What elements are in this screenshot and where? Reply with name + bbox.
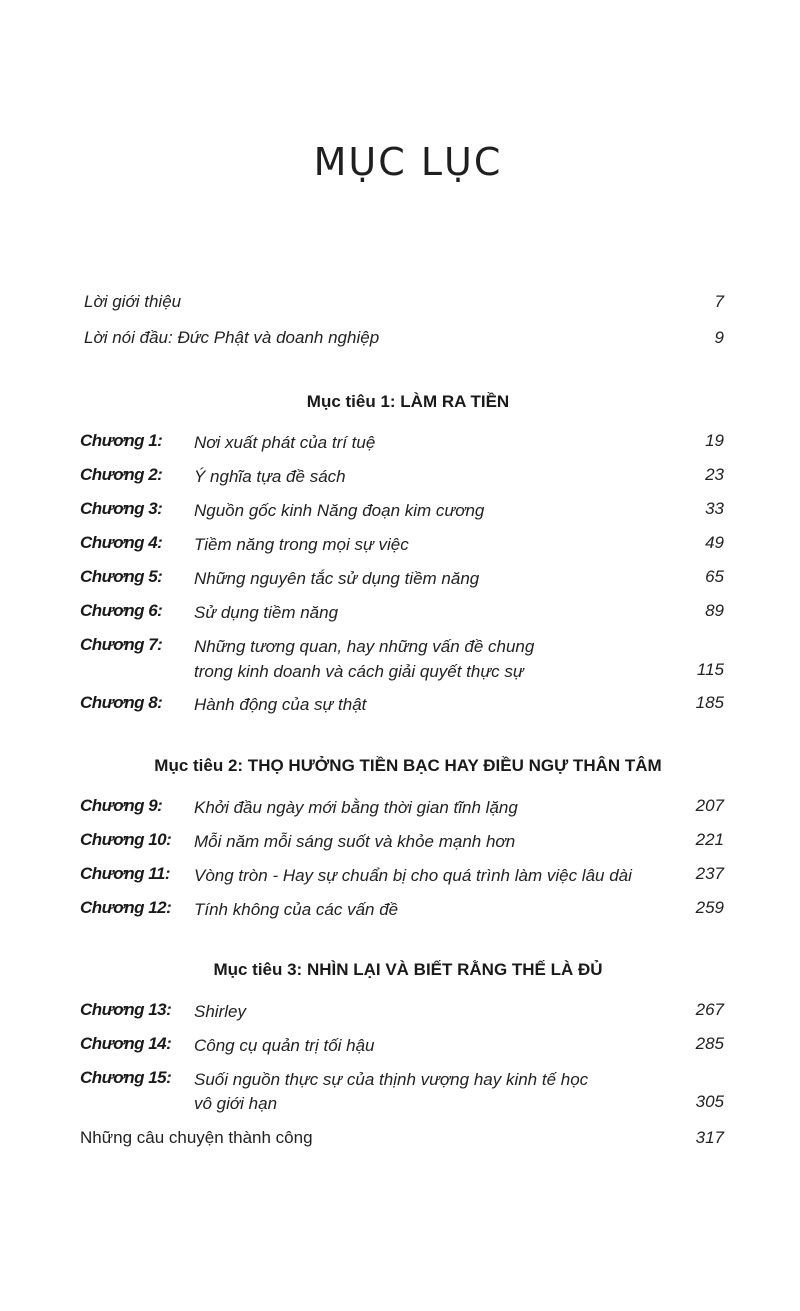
chapter-page: 19: [705, 431, 724, 450]
chapter-label: Chương 4:: [80, 533, 163, 552]
chapter-label: Chương 8:: [80, 693, 163, 712]
chapter-title: Vòng tròn - Hay sự chuẩn bị cho quá trình làm việc lâu dài: [194, 866, 632, 885]
chapter-title: Tiềm năng trong mọi sự việc: [194, 535, 409, 554]
chapter-title: Ý nghĩa tựa đề sách: [194, 467, 346, 486]
chapter-label: Chương 9:: [80, 796, 163, 815]
chapter-title: Hành động của sự thật: [194, 695, 367, 714]
chapter-page: 65: [705, 567, 724, 586]
chapter-title: Khởi đầu ngày mới bằng thời gian tĩnh lặng: [194, 798, 518, 817]
chapter-page: 33: [705, 499, 724, 518]
entry-title: Lời giới thiệu: [84, 292, 182, 311]
chapter-page: 185: [695, 693, 724, 712]
section-heading-1: Mục tiêu 1: LÀM RA TIỀN: [306, 392, 510, 411]
chapter-label: Chương 7:: [80, 635, 163, 654]
chapter-label: Chương 6:: [80, 601, 163, 620]
chapter-title: Suối nguồn thực sự của thịnh vượng hay kinh tế học: [194, 1070, 589, 1089]
chapter-title-line2: vô giới hạn: [194, 1094, 278, 1113]
entry-title: Những câu chuyện thành công: [80, 1128, 313, 1147]
chapter-label: Chương 5:: [80, 567, 163, 586]
chapter-page: 89: [705, 601, 724, 620]
entry-page: 317: [695, 1128, 724, 1147]
chapter-title: Shirley: [194, 1002, 246, 1021]
chapter-title: Những nguyên tắc sử dụng tiềm năng: [194, 569, 480, 588]
chapter-label: Chương 11:: [80, 864, 171, 883]
chapter-title: Tính không của các vấn đề: [194, 900, 399, 919]
chapter-label: Chương 10:: [80, 830, 172, 849]
chapter-page: 267: [695, 1000, 724, 1019]
chapter-page: 23: [705, 465, 724, 484]
chapter-title-line2: trong kinh doanh và cách giải quyết thực sự: [194, 662, 524, 681]
entry-title: Lời nói đầu: Đức Phật và doanh nghiệp: [84, 328, 380, 347]
chapter-title: Nơi xuất phát của trí tuệ: [194, 433, 376, 452]
chapter-title: Sử dụng tiềm năng: [194, 603, 339, 622]
chapter-label: Chương 3:: [80, 499, 163, 518]
chapter-page: 305: [695, 1092, 724, 1111]
chapter-page: 49: [705, 533, 724, 552]
entry-page: 9: [714, 328, 724, 347]
chapter-title: Công cụ quản trị tối hậu: [194, 1036, 375, 1055]
chapter-title: Những tương quan, hay những vấn đề chung: [194, 637, 535, 656]
chapter-label: Chương 15:: [80, 1068, 172, 1087]
chapter-page: 237: [695, 864, 724, 883]
chapter-label: Chương 12:: [80, 898, 172, 917]
chapter-page: 115: [696, 660, 724, 679]
chapter-page: 207: [695, 796, 724, 815]
chapter-label: Chương 14:: [80, 1034, 172, 1053]
chapter-label: Chương 13:: [80, 1000, 172, 1019]
section-heading-2: Mục tiêu 2: THỌ HƯỞNG TIỀN BẠC HAY ĐIỀU NGỰ THÂN TÂM: [154, 756, 662, 775]
chapter-page: 259: [695, 898, 724, 917]
chapter-page: 221: [695, 830, 724, 849]
chapter-page: 285: [695, 1034, 724, 1053]
section-heading-3: Mục tiêu 3: NHÌN LẠI VÀ BIẾT RẰNG THẾ LÀ ĐỦ: [213, 960, 603, 979]
chapter-label: Chương 1:: [80, 431, 163, 450]
page-title: MỤC LỤC: [313, 140, 503, 184]
chapter-label: Chương 2:: [80, 465, 163, 484]
chapter-title: Mỗi năm mỗi sáng suốt và khỏe mạnh hơn: [194, 832, 516, 851]
chapter-title: Nguồn gốc kinh Năng đoạn kim cương: [194, 501, 485, 520]
entry-page: 7: [714, 292, 724, 311]
